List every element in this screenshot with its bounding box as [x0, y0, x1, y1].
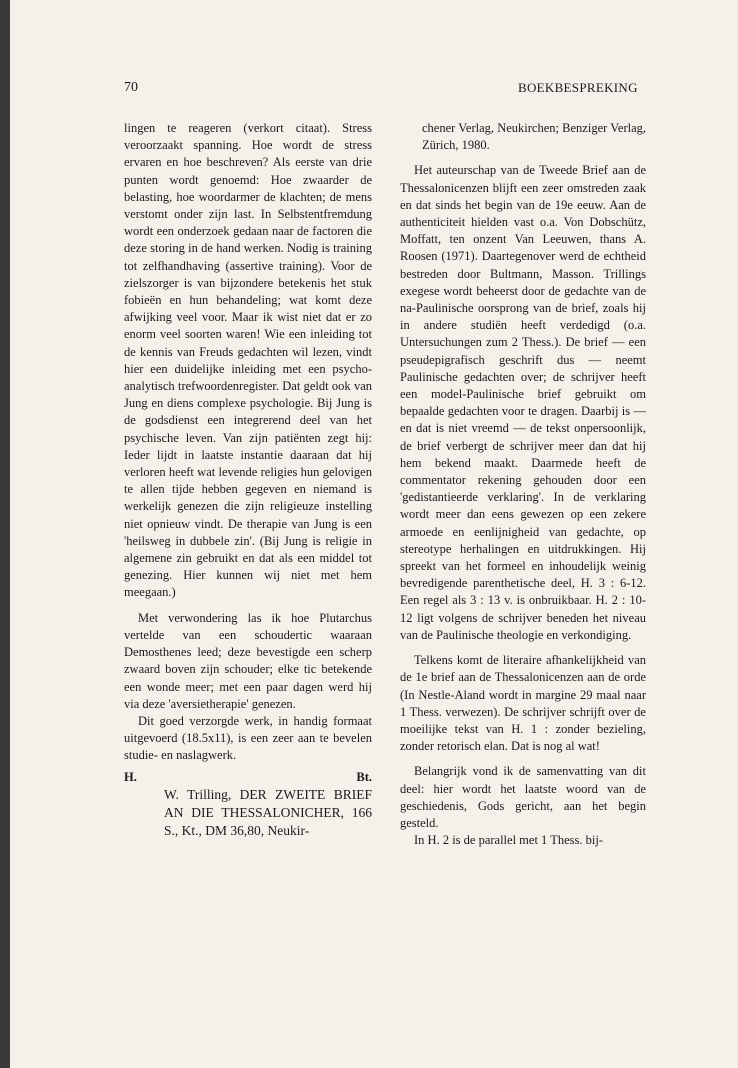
signature: [124, 769, 372, 786]
paragraph: Belangrijk vond ik de samenvatting van dit deel: hier wordt het laatste woord van de geschiedenis, Gods gericht, aan het begin gesteld.: [400, 764, 646, 830]
right-column: [400, 120, 646, 849]
book-reference-continued: chener Verlag, Neukirchen; Benziger Verlag, Zürich, 1980.: [422, 121, 646, 153]
paragraph: In H. 2 is de parallel met 1 Thess. bij-: [414, 833, 603, 848]
paragraph: Telkens komt de literaire afhankelijkheid van de 1e brief aan de Thessalonicenzen aan de orde (In Nestle-Aland wordt in margine 29 maal naar 1 Thess. verwezen). De schrijver schrijft over de moeilijke tekst van H. 1 : zonder bezieling, zonder retorisch elan. Dat is nog al wat!: [400, 653, 646, 754]
paragraph: Het auteurschap van de Tweede Brief aan de Thessalonicenzen blijft een zeer omstreden zaak en dat sinds het begin van de 19e eeuw. Aan de authenticiteit hielden vast o.a. Von Dobschütz, Moffatt, ten onzent Van Leeuwen, thans A. Roosen (1971). Daartegenover werd de echtheid bestreden door Bultmann, Masson. Trillings exegese wordt beheerst door de gedachte van de na-Paulinische oorsprong van de brief, zoals hij in andere studiën heeft verdedigd (o.a. Untersuchungen zum 2 Thess.). De brief — een pseudepigrafisch geschrift dus — neemt Paulinische gedachten over; de schrijver heeft een model-Paulinische brief gebruikt om bepaalde gedachten voor te dragen. Daarbij is — en dat is niet vreemd — de tekst onpersoonlijk, de brief verbergt de schrijver meer dan dat hij hem bekend maakt. Daarmede heeft de commentator rekening gehouden door een 'gedistantieerde verklaring'. In de verklaring wordt meer dan eens gewezen op een zekere armoede en eenlijnigheid van gedachte, op stereotype herhalingen en uitdrukkingen. Hij spreekt van het formeel en inhoudelijk weinig bevredigende parenthetische deel, H. 3 : 6-12. Een regel als 3 : 13 v. is onbruikbaar. H. 2 : 10-12 ligt volgens de schrijver beneden het niveau van de Paulinische theologie en verkondiging.: [400, 163, 646, 642]
left-column: [124, 120, 372, 840]
paragraph: Dit goed verzorgde werk, in handig formaat uitgevoerd (18.5x11), is een zeer aan te bevelen studie- en naslagwerk.: [124, 713, 372, 763]
book-reference: W. Trilling, DER ZWEITE BRIEF AN DIE THESSALONICHER, 166 S., Kt., DM 36,80, Neukir-: [164, 786, 372, 838]
section-title: BOEKBESPREKING: [518, 80, 638, 95]
page: [10, 0, 738, 1068]
page-number: 70: [124, 80, 138, 95]
signature-left: H.: [124, 769, 137, 784]
paragraph: Met verwondering las ik hoe Plutarchus vertelde van een schoudertic waaraan Demosthenes leed; deze bevestigde een scherp zwaard boven zijn schouder; elke tic betekende een wonde meer; met een paar dagen werd hij via deze 'aversietherapie' genezen.: [124, 610, 372, 711]
signature-right: Bt.: [356, 769, 372, 784]
paragraph: lingen te reageren (verkort citaat). Stress veroorzaakt spanning. Hoe wordt de stress ervaren en hoe beschreven? Als eerste van drie punten wordt genoemd: Hoe zwaarder de belasting, hoe woordarmer de klachten; de mens verstomt onder zijn last. In Selbstentfremdung wordt een onderzoek gedaan naar de factoren die deze storing in de hand werken. Nodig is training tot zelfhandhaving (assertive training). Voor de zielszorger is van bijzondere betekenis het stuk fobieën en hun behandeling; wat komt deze afwijking veel voor. Maar ik wist niet dat er zo enorm veel soorten waren! Wie een inleiding tot de kennis van Freuds gedachten wil lezen, vindt hier een duidelijke inleiding met een psycho-analytisch trefwoordenregister. Dat geldt ook van Jung en diens complexe psychologie. Bij Jung is de godsdienst een integrerend deel van het psychische leven. Van zijn patiënten zegt hij: Ieder lijdt in laatste instantie daaraan dat hij verloren heeft wat levende religies hun gelovigen te allen tijde hebben gegeven en niemand is werkelijk genezen die zijn religieuze instelling niet opnieuw vindt. De therapie van Jung is een 'heilsweg in dubbele zin'. (Bij Jung is religie in algemene zin gebruikt en dat als een middel tot genezing. Hier kunnen wij niet met hem meegaan.): [124, 121, 372, 600]
